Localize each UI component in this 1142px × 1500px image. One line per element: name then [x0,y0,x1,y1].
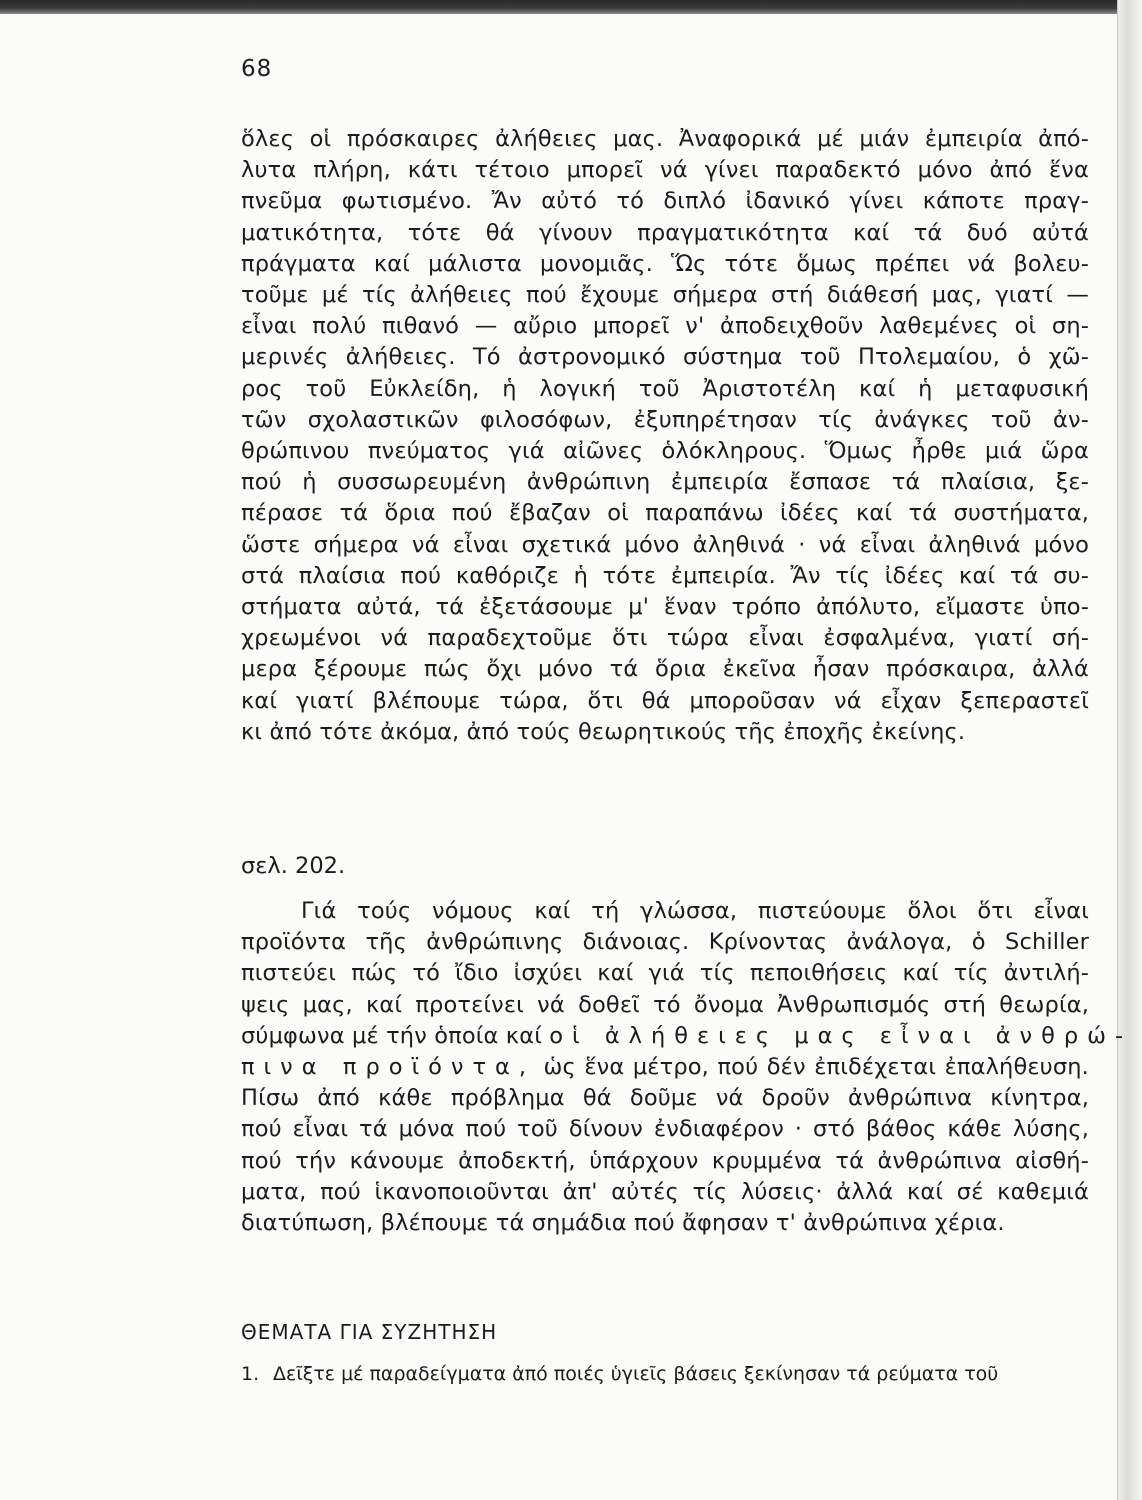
text-line: ματα, πού ἱκανοποιοῦνται ἀπ' αὐτές τίς λύσεις· ἀλλά καί σέ καθεμιά [241,1178,1089,1205]
scan-top-edge [0,0,1142,14]
page-number: 68 [241,56,273,82]
scan-right-edge [1117,0,1142,1500]
text-line: μερινές ἀλήθειες. Τό ἀστρονομικό σύστημα τοῦ Πτολεμαίου, ὁ χῶ- [241,344,1089,371]
text-line: χρεωμένοι νά παραδεχτοῦμε ὅτι τώρα εἶναι ἐσφαλμένα, γιατί σή- [241,625,1089,652]
paragraph-2 [241,896,1133,1239]
emphasized-text: πινα προϊόντα, [241,1054,535,1081]
text-line: πού ἡ συσσωρευμένη ἀνθρώπινη ἐμπειρία ἔσπασε τά πλαίσια, ξε- [241,469,1089,496]
text-line [241,1052,1089,1083]
text-line: στά πλαίσια πού καθόριζε ἡ τότε ἐμπειρία. Ἄν τίς ἰδέες καί τά συ- [241,562,1089,589]
text-line: πέρασε τά ὅρια πού ἔβαζαν οἱ παραπάνω ἰδέες καί τά συστήματα, [241,500,1089,527]
text-line: Πίσω ἀπό κάθε πρόβλημα θά δοῦμε νά δροῦν ἀνθρώπινα κίνητρα, [241,1085,1089,1112]
text-line: ρος τοῦ Εὐκλείδη, ἡ λογική τοῦ Ἀριστοτέλη καί ἡ μεταφυσική [241,375,1089,402]
text-line: ματικότητα, τότε θά γίνουν πραγματικότητα καί τά δυό αὐτά [241,219,1089,246]
text-line: εἶναι πολύ πιθανό — αὔριο μπορεῖ ν' ἀποδειχθοῦν λαθεμένες οἱ ση- [241,313,1089,340]
question-number: 1. [241,1363,260,1385]
text-line: διατύπωση, βλέπουμε τά σημάδια πού ἄφησαν τ' ἀνθρώπινα χέρια. [241,1210,1005,1237]
text-line: πιστεύει πώς τό ἴδιο ἰσχύει καί γιά τίς πεποιθήσεις καί τίς ἀντιλή- [241,960,1089,987]
paragraph-1 [241,124,1089,748]
text-line: ψεις μας, καί προτείνει νά δοθεῖ τό ὄνομα Ἀνθρωπισμός στή θεωρία, [241,991,1089,1018]
emphasized-text: οἱ ἀλήθειες μας εἶναι ἀνθρώ- [549,1022,1133,1049]
text-line: πράγματα καί μάλιστα μονομιᾶς. Ὥς τότε ὅμως πρέπει νά βολευ- [241,250,1089,277]
text-line: ὥστε σήμερα νά εἶναι σχετικά μόνο ἀληθινά · νά εἶναι ἀληθινά μόνο [241,531,1089,558]
text-line: προϊόντα τῆς ἀνθρώπινης διάνοιας. Κρίνοντας ἀνάλογα, ὁ Schiller [241,929,1089,956]
text-line: στήματα αὐτά, τά ἐξετάσουμε μ' ἕναν τρόπο ἀπόλυτο, εἴμαστε ὑπο- [241,594,1089,621]
text-line: τοῦμε μέ τίς ἀλήθειες πού ἔχουμε σήμερα στή διάθεσή μας, γιατί — [241,282,1089,309]
text-segment: σύμφωνα μέ τήν ὁποία καί [241,1022,542,1049]
text-line [241,1021,1133,1052]
text-segment: ὡς ἕνα μέτρο, πού δέν ἐπιδέχεται ἐπαλήθευση. [543,1054,1089,1081]
discussion-heading: ΘΕΜΑΤΑ ΓΙΑ ΣΥΖΗΤΗΣΗ [241,1320,498,1344]
text-line: Γιά τούς νόμους καί τή γλώσσα, πιστεύουμε ὅλοι ὅτι εἶναι [301,898,1089,924]
text-line: λυτα πλήρη, κάτι τέτοιο μπορεῖ νά γίνει παραδεκτό μόνο ἀπό ἕνα [241,157,1089,184]
text-line: ὅλες οἱ πρόσκαιρες ἀλήθειες μας. Ἀναφορικά μέ μιάν ἐμπειρία ἀπό- [241,126,1089,152]
text-line: πού εἶναι τά μόνα πού τοῦ δίνουν ἐνδιαφέρον · στό βάθος κάθε λύσης, [241,1116,1089,1143]
text-line: μερα ξέρουμε πώς ὄχι μόνο τά ὅρια ἐκεῖνα ἦσαν πρόσκαιρα, ἀλλά [241,656,1089,683]
section-reference: σελ. 202. [241,853,346,879]
question-item [241,1363,1089,1385]
text-line: κι ἀπό τότε ἀκόμα, ἀπό τούς θεωρητικούς τῆς ἐποχῆς ἐκείνης. [241,718,966,745]
question-text: Δεῖξτε μέ παραδείγματα ἀπό ποιές ὑγιεῖς βάσεις ξεκίνησαν τά ρεύματα τοῦ [273,1363,999,1385]
text-line: πνεῦμα φωτισμένο. Ἄν αὐτό τό διπλό ἰδανικό γίνει κάποτε πραγ- [241,188,1089,215]
text-line: τῶν σχολαστικῶν φιλοσόφων, ἐξυπηρέτησαν τίς ἀνάγκες τοῦ ἀν- [241,406,1089,433]
text-line: θρώπινου πνεύματος γιά αἰῶνες ὁλόκληρους. Ὅμως ἦρθε μιά ὥρα [241,438,1089,465]
text-line: πού τήν κάνουμε ἀποδεκτή, ὑπάρχουν κρυμμένα τά ἀνθρώπινα αἰσθή- [241,1147,1089,1174]
text-line: καί γιατί βλέπουμε τώρα, ὅτι θά μποροῦσαν νά εἶχαν ξεπεραστεῖ [241,687,1089,714]
